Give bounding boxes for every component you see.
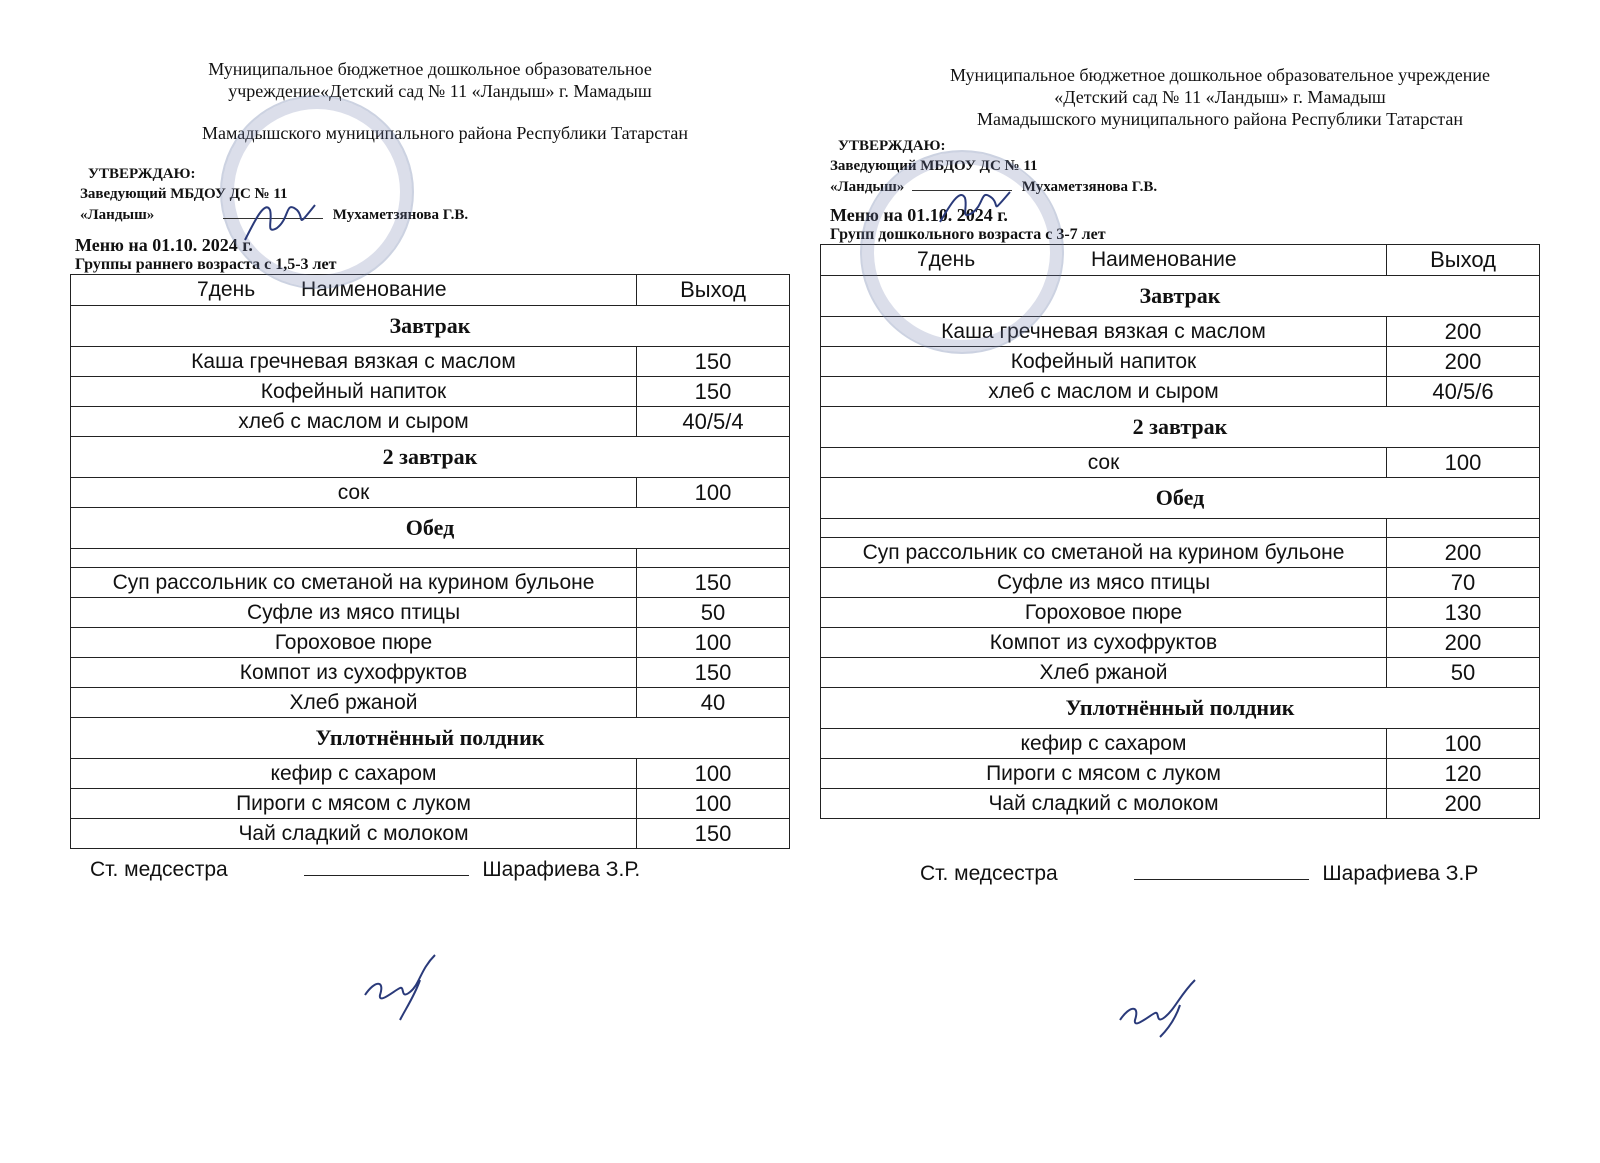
dish-output: 40/5/4 (637, 407, 790, 437)
table-header-row (71, 275, 790, 306)
dish-output: 200 (1387, 347, 1540, 377)
menu-item-row (71, 478, 790, 508)
approve-name: Мухаметзянова Г.В. (1021, 179, 1158, 195)
dish-name: кефир с сахаром (821, 729, 1387, 759)
dish-output: 100 (637, 478, 790, 508)
group-title: Групп дошкольного возраста с 3-7 лет (830, 226, 1106, 243)
menu-sheet-early-age (60, 0, 800, 882)
signature-line (912, 176, 1012, 191)
dish-name: Гороховое пюре (71, 628, 637, 658)
header-name: Наименование (301, 278, 447, 301)
dish-name: Кофейный напиток (71, 377, 637, 407)
meal-section-row (821, 407, 1540, 448)
dish-name: хлеб с маслом и сыром (821, 377, 1387, 407)
empty-cell (821, 519, 1387, 538)
dish-name: Чай сладкий с молоком (71, 819, 637, 849)
dish-name: Суфле из мясо птицы (821, 568, 1387, 598)
menu-sheet-preschool (830, 0, 1570, 886)
dish-name: Гороховое пюре (821, 598, 1387, 628)
dish-output: 150 (637, 347, 790, 377)
dish-name: Пироги с мясом с луком (821, 759, 1387, 789)
approval-block (80, 164, 800, 225)
approve-name: Мухаметзянова Г.В. (332, 207, 469, 223)
organization-header (830, 64, 1570, 130)
meal-section-row (821, 276, 1540, 317)
dish-output: 120 (1387, 759, 1540, 789)
header-day: 7день (197, 278, 256, 301)
nurse-signature-line (1134, 859, 1309, 880)
dish-output: 150 (637, 819, 790, 849)
menu-body (821, 276, 1540, 819)
dish-output: 50 (1387, 658, 1540, 688)
meal-section-title: Уплотнённый полдник (821, 688, 1540, 729)
approve-org: «Ландыш» (80, 207, 155, 223)
menu-item-row (821, 448, 1540, 478)
dish-name: хлеб с маслом и сыром (71, 407, 637, 437)
nurse-signature-row (90, 855, 800, 882)
dish-name: Суфле из мясо птицы (71, 598, 637, 628)
menu-item-row (71, 407, 790, 437)
meal-section-row (821, 688, 1540, 729)
meal-section-row (821, 478, 1540, 519)
dish-name: Каша гречневая вязкая с маслом (821, 317, 1387, 347)
menu-body (71, 306, 790, 849)
empty-cell (71, 549, 637, 568)
menu-item-row (71, 658, 790, 688)
meal-section-title: 2 завтрак (821, 407, 1540, 448)
nurse-signature-line (304, 855, 469, 876)
menu-item-row (71, 759, 790, 789)
table-header-name (821, 245, 1387, 276)
org-line-1: Муниципальное бюджетное дошкольное образовательное (208, 59, 652, 79)
approve-position: Заведующий МБДОУ ДС № 11 (830, 158, 1038, 174)
dish-output: 100 (1387, 729, 1540, 759)
empty-cell (637, 549, 790, 568)
signature-line (223, 204, 323, 219)
dish-output: 100 (637, 628, 790, 658)
dish-name: Хлеб ржаной (71, 688, 637, 718)
menu-item-row (71, 347, 790, 377)
org-line-2: «Детский сад № 11 «Ландыш» г. Мамадыш (1054, 87, 1386, 107)
menu-item-row (821, 789, 1540, 819)
dish-output: 150 (637, 658, 790, 688)
menu-item-row (71, 688, 790, 718)
menu-item-row (821, 598, 1540, 628)
approve-signature-row (80, 204, 800, 225)
nurse-signature-icon (360, 950, 460, 1025)
nurse-label: Ст. медсестра (920, 862, 1058, 885)
nurse-signature-row (920, 859, 1570, 886)
menu-item-row (71, 377, 790, 407)
meal-section-title: 2 завтрак (71, 437, 790, 478)
approve-position: Заведующий МБДОУ ДС № 11 (80, 186, 288, 202)
table-header-name (71, 275, 637, 306)
meal-section-row (71, 306, 790, 347)
menu-item-row (71, 819, 790, 849)
dish-output: 150 (637, 568, 790, 598)
approve-title: УТВЕРЖДАЮ: (88, 166, 196, 182)
menu-item-row (821, 628, 1540, 658)
dish-name: Компот из сухофруктов (821, 628, 1387, 658)
dish-name: Суп рассольник со сметаной на курином бульоне (71, 568, 637, 598)
meal-section-title: Завтрак (821, 276, 1540, 317)
dish-name: Кофейный напиток (821, 347, 1387, 377)
dish-output: 100 (637, 759, 790, 789)
dish-output: 200 (1387, 628, 1540, 658)
dish-output: 70 (1387, 568, 1540, 598)
dish-output: 150 (637, 377, 790, 407)
dish-name: Хлеб ржаной (821, 658, 1387, 688)
meal-section-title: Уплотнённый полдник (71, 718, 790, 759)
menu-title: Меню на 01.10. 2024 г. (830, 205, 1008, 225)
org-line-3: Мамадышского муниципального района Республики Татарстан (202, 123, 688, 143)
header-output: Выход (1387, 245, 1540, 276)
dish-output: 200 (1387, 789, 1540, 819)
dish-name: Каша гречневая вязкая с маслом (71, 347, 637, 377)
dish-output: 40/5/6 (1387, 377, 1540, 407)
menu-item-row (821, 658, 1540, 688)
meal-section-row (71, 437, 790, 478)
dish-name: Компот из сухофруктов (71, 658, 637, 688)
menu-item-row (821, 317, 1540, 347)
nurse-name: Шарафиева З.Р. (482, 858, 641, 881)
approve-title: УТВЕРЖДАЮ: (838, 138, 946, 154)
dish-output: 50 (637, 598, 790, 628)
nurse-name: Шарафиева З.Р (1322, 862, 1479, 885)
menu-item-row (821, 729, 1540, 759)
dish-name: сок (71, 478, 637, 508)
empty-row (821, 519, 1540, 538)
empty-cell (1387, 519, 1540, 538)
menu-item-row (71, 628, 790, 658)
meal-section-row (71, 718, 790, 759)
org-line-3: Мамадышского муниципального района Республики Татарстан (977, 109, 1463, 129)
org-line-2: учреждение«Детский сад № 11 «Ландыш» г. Мамадыш (228, 81, 652, 101)
dish-output: 200 (1387, 538, 1540, 568)
menu-item-row (821, 538, 1540, 568)
dish-output: 40 (637, 688, 790, 718)
dish-name: Пироги с мясом с луком (71, 789, 637, 819)
empty-row (71, 549, 790, 568)
menu-item-row (821, 759, 1540, 789)
dish-name: сок (821, 448, 1387, 478)
dish-name: кефир с сахаром (71, 759, 637, 789)
table-header-row (821, 245, 1540, 276)
approve-signature-row (830, 176, 1570, 197)
menu-item-row (71, 598, 790, 628)
nurse-label: Ст. медсестра (90, 858, 228, 881)
meal-section-row (71, 508, 790, 549)
dish-output: 100 (637, 789, 790, 819)
menu-item-row (821, 568, 1540, 598)
dish-name: Чай сладкий с молоком (821, 789, 1387, 819)
header-day: 7день (917, 248, 976, 271)
menu-item-row (71, 568, 790, 598)
menu-item-row (71, 789, 790, 819)
header-output: Выход (637, 275, 790, 306)
organization-header (60, 58, 800, 144)
approve-org: «Ландыш» (830, 179, 905, 195)
header-name: Наименование (1091, 248, 1237, 271)
menu-table (820, 244, 1540, 819)
org-line-1: Муниципальное бюджетное дошкольное образовательное учреждение (950, 65, 1490, 85)
meal-section-title: Завтрак (71, 306, 790, 347)
meal-section-title: Обед (71, 508, 790, 549)
dish-output: 100 (1387, 448, 1540, 478)
group-title: Группы раннего возраста с 1,5-3 лет (75, 256, 337, 273)
menu-item-row (821, 377, 1540, 407)
meal-section-title: Обед (821, 478, 1540, 519)
menu-title: Меню на 01.10. 2024 г. (75, 235, 253, 255)
menu-item-row (821, 347, 1540, 377)
dish-name: Суп рассольник со сметаной на курином бульоне (821, 538, 1387, 568)
approval-block (830, 136, 1570, 197)
menu-table (70, 274, 790, 849)
dish-output: 130 (1387, 598, 1540, 628)
nurse-signature-icon (1115, 975, 1225, 1040)
dish-output: 200 (1387, 317, 1540, 347)
